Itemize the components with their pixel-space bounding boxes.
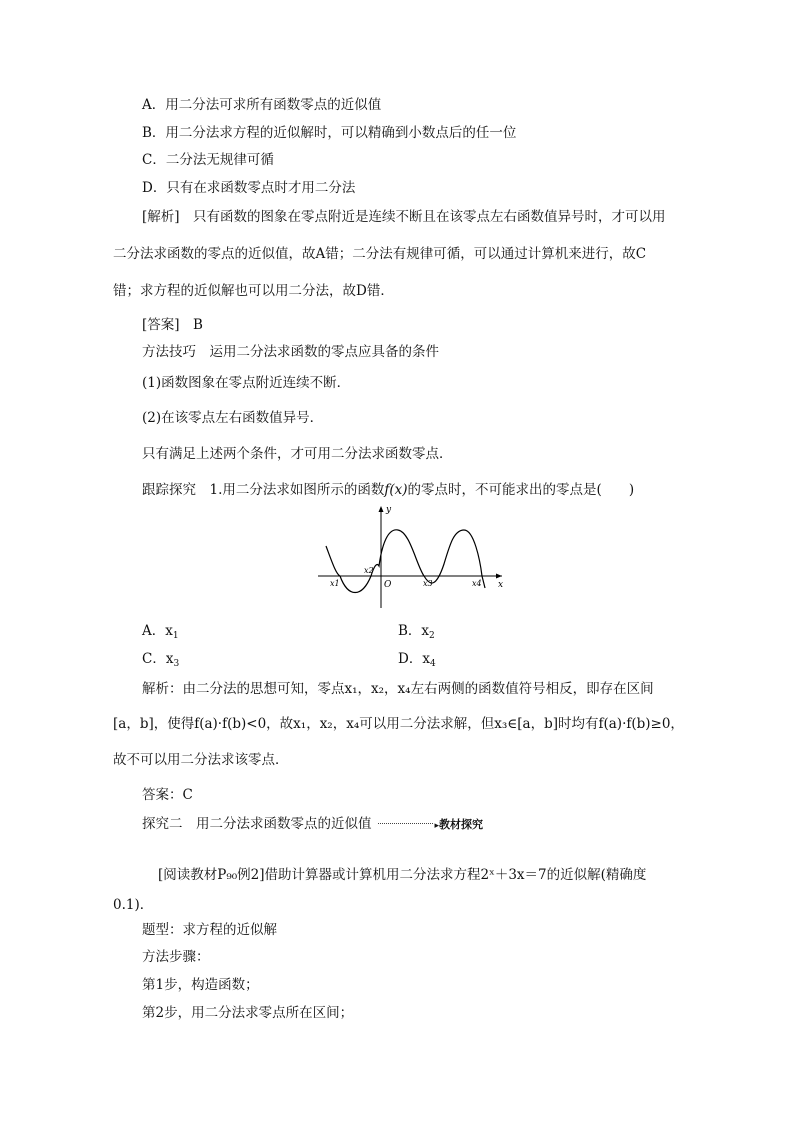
function-curve [326,530,485,593]
zero-label-x2: x2 [364,566,374,575]
analysis2-line-3: 故不可以用二分法求该零点． [113,752,289,768]
x-label: x [498,580,504,590]
answer-1: [答案] B [142,317,203,333]
y-axis-arrow [379,506,384,512]
step-2: 第2步，用二分法求零点所在区间； [142,1005,354,1021]
option-c: C．二分法无规律可循 [142,152,274,168]
leader-dots [378,823,433,824]
analysis-line-1: [解析] 只有函数的图象在零点附近是连续不断且在该零点左右函数值异号时，才可以用 [142,209,666,225]
y-label: y [386,505,392,515]
followup-question [142,481,634,499]
method-title: 方法技巧 运用二分法求函数的零点应具备的条件 [142,344,439,360]
explore2-title: 探究二 用二分法求函数零点的近似值 [142,816,372,832]
analysis-line-3: 错；求方程的近似解也可以用二分法，故D错． [113,283,394,299]
option-d: D．只有在求函数零点时才用二分法 [142,180,356,196]
zero-label-x4: x4 [472,579,482,588]
reading-line-2: 0.1)． [113,897,154,913]
followup-fx: f(x) [384,482,408,498]
analysis-line-2: 二分法求函数的零点的近似值，故A错；二分法有规律可循，可以通过计算机来进行，故C [113,246,647,262]
choice-a: A．$x_1$ [142,623,179,641]
function-graph [316,504,506,610]
choice-d: D．$x_4$ [398,651,436,669]
explore2-heading [142,815,483,835]
followup-suffix: 的零点时，不可能求出的零点是( ) [407,482,635,498]
option-a: A．用二分法可求所有函数零点的近似值 [142,97,382,113]
steps-title: 方法步骤： [142,949,210,965]
condition-2: (2)在该零点左右函数值异号． [142,410,324,426]
zero-label-x3: x3 [423,579,433,588]
method-summary: 只有满足上述两个条件，才可用二分法求函数零点． [142,446,453,462]
analysis2-line-2: [a，b]，使得f(a)·f(b)<0，故x₁，x₂，x₄可以用二分法求解，但x₃∈[a，b]时均有f(a)·f(b)≥0， [113,716,684,732]
followup-prefix: 跟踪探究 1.用二分法求如图所示的函数 [142,482,385,498]
x-axis-arrow [496,574,502,579]
arrow-icon: ▸ [434,821,440,831]
step-1: 第1步，构造函数； [142,977,259,993]
condition-1: (1)函数图象在零点附近连续不断． [142,375,351,391]
analysis2-line-1: 解析：由二分法的思想可知，零点x₁，x₂，x₄左右两侧的函数值符号相反，即存在区间 [142,681,654,697]
answer-2: 答案：C [142,787,193,803]
explore2-tag: 教材探究 [439,818,484,831]
option-b: B．用二分法求方程的近似解时，可以精确到小数点后的任一位 [142,125,517,141]
problem-type: 题型：求方程的近似解 [142,922,277,938]
choice-c: C．$x_3$ [142,651,180,669]
reading-line-1: [阅读教材P₉₀例2]借助计算器或计算机用二分法求方程2ˣ＋3x＝7的近似解(精确度 [158,867,647,883]
zero-label-x1: x1 [330,579,340,588]
choice-b: B．$x_2$ [398,623,435,641]
origin-label: O [384,580,392,590]
